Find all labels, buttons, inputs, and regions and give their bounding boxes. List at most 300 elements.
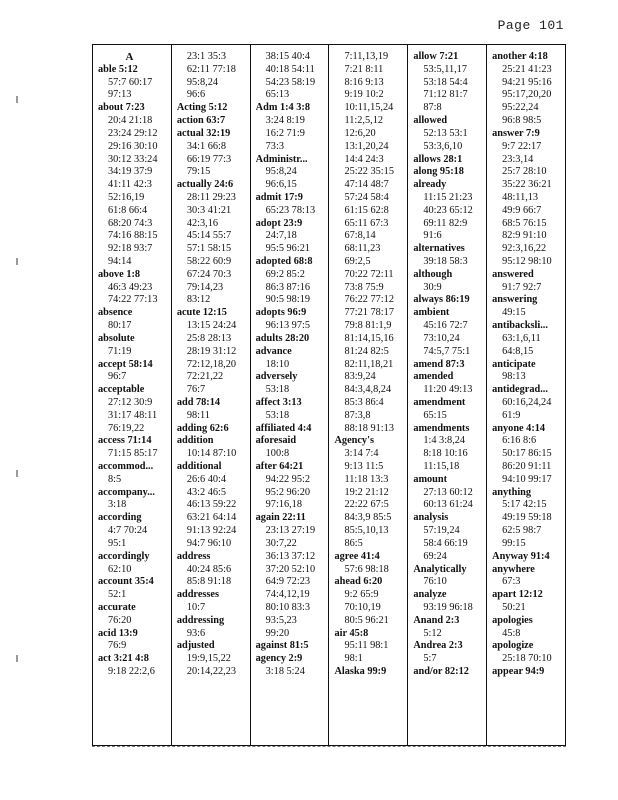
page-line-reference: 60:13 61:24 xyxy=(423,499,473,511)
index-term: amendment xyxy=(413,396,466,408)
index-term: addresses xyxy=(176,589,219,601)
page-line-reference: 63:1,6,11 xyxy=(502,332,541,344)
index-term: advance xyxy=(255,345,292,357)
index-term: ahead 6:20 xyxy=(334,576,383,588)
page-line-reference: 72:21,22 xyxy=(186,371,224,383)
page-line-reference: 57:1 58:15 xyxy=(186,243,232,255)
page-line-reference: 95:1 xyxy=(108,537,127,549)
page-line-reference: 39:18 58:3 xyxy=(423,256,468,267)
page-line-reference: 61:15 62:8 xyxy=(344,204,389,216)
page-line-reference: 47:14 48:7 xyxy=(344,179,389,191)
page-line-reference: 84:3,9 85:5 xyxy=(344,512,392,524)
page-line-reference: 25:8 28:13 xyxy=(186,332,232,344)
page-line-reference: 91:7 92:7 xyxy=(502,281,542,293)
page-line-reference: 13:1,20,24 xyxy=(344,140,389,152)
page-line-reference: 60:16,24,24 xyxy=(502,396,552,408)
page-line-reference: 3:24 8:19 xyxy=(265,115,305,127)
page-line-reference: 96:6 xyxy=(186,89,206,101)
index-term: analysis xyxy=(413,512,449,524)
page-line-reference: 28:11 29:23 xyxy=(186,191,236,203)
index-term: acid 13:9 xyxy=(98,627,138,639)
page-line-reference: 16:2 71:9 xyxy=(265,127,305,139)
index-term: adjusted xyxy=(176,640,215,652)
page-line-reference: 92:18 93:7 xyxy=(108,243,153,255)
margin-mark xyxy=(16,258,18,265)
index-column xyxy=(93,45,171,745)
page-line-reference: 11:2,5,12 xyxy=(344,115,384,127)
page-line-reference: 62:10 xyxy=(108,563,132,575)
page-line-reference: 81:24 82:5 xyxy=(344,345,389,357)
index-term: anything xyxy=(492,486,532,498)
page-line-reference: 40:18 54:11 xyxy=(265,63,315,75)
index-term: already xyxy=(413,179,447,191)
page-line-reference: 3:18 5:24 xyxy=(265,666,305,677)
page-line-reference: 83:9,24 xyxy=(344,371,376,383)
page-line-reference: 87:3,8 xyxy=(344,409,371,421)
page-line-reference: 61:9 xyxy=(502,409,521,421)
page-line-reference: 57:24 58:4 xyxy=(344,191,389,203)
page-line-reference: 91:13 92:24 xyxy=(186,525,237,537)
page-line-reference: 49:9 66:7 xyxy=(502,204,542,216)
index-term: actual 32:19 xyxy=(176,127,231,139)
page-line-reference: 23:1 35:3 xyxy=(186,51,227,62)
index-term: anticipate xyxy=(492,358,536,370)
page-line-reference: 58:22 60:9 xyxy=(186,256,232,267)
index-term: Analytically xyxy=(413,563,467,575)
page-line-reference: 30:3 41:21 xyxy=(186,204,232,216)
index-term: admit 17:9 xyxy=(255,191,303,203)
page-line-reference: 86:20 91:11 xyxy=(502,461,552,472)
page-line-reference: 8:18 10:16 xyxy=(423,448,468,460)
index-term: Anand 2:3 xyxy=(413,614,460,626)
index-column xyxy=(486,45,565,745)
page-line-reference: 43:2 46:5 xyxy=(186,486,227,498)
page-line-reference: 95:11 98:1 xyxy=(344,640,389,652)
page-line-reference: 94:10 99:17 xyxy=(502,473,552,485)
page-line-reference: 84:3,4,8,24 xyxy=(344,384,392,396)
index-term: according xyxy=(98,512,142,524)
page-line-reference: 68:20 74:3 xyxy=(108,217,153,229)
page-line-reference: 66:19 77:3 xyxy=(186,153,232,165)
page-line-reference: 98:11 xyxy=(186,409,210,421)
index-term: above 1:8 xyxy=(98,268,141,280)
page-line-reference: 5:12 xyxy=(423,627,442,639)
index-term: again 22:11 xyxy=(255,512,306,524)
index-term: address xyxy=(176,550,211,562)
index-term: aforesaid xyxy=(255,435,297,447)
index-column xyxy=(171,45,250,745)
index-term: and/or 82:12 xyxy=(413,666,469,677)
index-term: answered xyxy=(492,268,534,280)
page-line-reference: 50:21 xyxy=(502,601,526,613)
index-term: answer 7:9 xyxy=(492,127,540,139)
index-term: absolute xyxy=(98,332,135,344)
index-term: accordingly xyxy=(98,550,150,562)
index-term: amendments xyxy=(413,422,470,434)
page-line-reference: 54:23 58:19 xyxy=(265,76,316,88)
page-line-reference: 76:10 xyxy=(423,576,447,588)
page-line-reference: 69:2 85:2 xyxy=(265,268,305,280)
page-line-reference: 85:5,10,13 xyxy=(344,525,389,537)
page-line-reference: 72:12,18,20 xyxy=(186,358,237,370)
page-line-reference: 95:8,24 xyxy=(265,166,297,178)
page-line-reference: 65:13 xyxy=(265,89,290,101)
page-line-reference: 19:9,15,22 xyxy=(186,653,231,665)
index-term: agency 2:9 xyxy=(255,653,303,665)
margin-mark xyxy=(16,470,18,477)
page-line-reference: 71:15 85:17 xyxy=(108,448,158,460)
page-line-reference: 35:22 36:21 xyxy=(502,179,552,191)
page-line-reference: 57:19,24 xyxy=(423,525,460,537)
page-line-reference: 92:3,16,22 xyxy=(502,243,547,255)
index-term: act 3:21 4:8 xyxy=(98,653,149,665)
index-column xyxy=(407,45,486,745)
page-line-reference: 13:15 24:24 xyxy=(186,320,237,332)
page-line-reference: 7:21 8:11 xyxy=(344,63,384,75)
page-line-reference: 76:20 xyxy=(108,614,132,626)
page-line-reference: 9:13 11:5 xyxy=(344,461,384,472)
page-number: Page 101 xyxy=(497,18,564,33)
page-line-reference: 27:12 30:9 xyxy=(108,396,153,408)
page-line-reference: 70:22 72:11 xyxy=(344,268,394,280)
page-line-reference: 41:11 42:3 xyxy=(108,179,152,191)
page-line-reference: 36:13 37:12 xyxy=(265,550,316,562)
page-line-reference: 90:5 98:19 xyxy=(265,294,310,306)
page-line-reference: 69:11 82:9 xyxy=(423,217,468,229)
page-line-reference: 57:7 60:17 xyxy=(108,76,153,88)
index-term: account 35:4 xyxy=(98,576,154,588)
page-line-reference: 48:11,13 xyxy=(502,191,539,203)
page-line-reference: 74:16 88:15 xyxy=(108,230,158,242)
index-term: accept 58:14 xyxy=(98,358,153,370)
page-line-reference: 45:16 72:7 xyxy=(423,320,468,332)
page-line-reference: 64:8,15 xyxy=(502,345,534,357)
page-line-reference: 10:7 xyxy=(186,601,206,613)
page-line-reference: 67:8,14 xyxy=(344,230,376,242)
index-term: allows 28:1 xyxy=(413,153,463,165)
page-line-reference: 95:8,24 xyxy=(186,76,219,88)
page-line-reference: 79:14,23 xyxy=(186,281,224,293)
page-line-reference: 7:11,13,19 xyxy=(344,51,389,62)
page-line-reference: 100:8 xyxy=(265,448,290,460)
index-term: apologize xyxy=(492,640,534,652)
index-term: Alaska 99:9 xyxy=(334,666,387,677)
index-term: adopts 96:9 xyxy=(255,307,307,319)
page-line-reference: 22:22 67:5 xyxy=(344,499,389,511)
page-line-reference: 95:17,20,20 xyxy=(502,89,552,101)
page-line-reference: 95:2 96:20 xyxy=(265,486,310,498)
page-line-reference: 95:5 96:21 xyxy=(265,243,310,255)
page-line-reference: 81:14,15,16 xyxy=(344,332,394,344)
page-line-reference: 49:15 xyxy=(502,307,526,319)
page-line-reference: 30:12 33:24 xyxy=(108,153,158,165)
index-term: apologies xyxy=(492,614,533,626)
page-line-reference: 73:8 75:9 xyxy=(344,281,384,293)
page-line-reference: 18:10 xyxy=(265,358,290,370)
index-term: amended xyxy=(413,371,454,383)
page-line-reference: 9:19 10:2 xyxy=(344,89,384,101)
page-line-reference: 26:6 40:4 xyxy=(186,473,227,485)
index-term: about 7:23 xyxy=(98,102,145,114)
page-line-reference: 85:8 91:18 xyxy=(186,576,232,588)
page-line-reference: 95:12 98:10 xyxy=(502,256,552,267)
page-line-reference: 31:17 48:11 xyxy=(108,409,158,421)
page-line-reference: 10:11,15,24 xyxy=(344,102,394,114)
page-line-reference: 99:20 xyxy=(265,627,290,639)
page-line-reference: 79:8 81:1,9 xyxy=(344,320,392,332)
page-line-reference: 40:23 65:12 xyxy=(423,204,473,216)
index-term: amend 87:3 xyxy=(413,358,465,370)
page-line-reference: 97:16,18 xyxy=(265,499,302,511)
page-line-reference: 95:22,24 xyxy=(502,102,539,114)
index-term: although xyxy=(413,268,453,280)
page-line-reference: 97:13 xyxy=(108,89,132,101)
page-line-reference: 45:14 55:7 xyxy=(186,230,232,242)
page-line-reference: 53:3,6,10 xyxy=(423,140,463,152)
index-column xyxy=(250,45,329,745)
page-line-reference: 67:3 xyxy=(502,576,521,588)
page-line-reference: 25:7 28:10 xyxy=(502,166,547,178)
page-line-reference: 49:19 59:18 xyxy=(502,512,552,524)
index-term: alternatives xyxy=(413,243,465,255)
page-line-reference: 6:16 8:6 xyxy=(502,435,537,447)
index-term: Andrea 2:3 xyxy=(413,640,463,652)
page-line-reference: 40:24 85:6 xyxy=(186,563,232,575)
page-line-reference: 53:18 xyxy=(265,409,290,421)
index-term: Administr... xyxy=(255,153,308,165)
index-term: anywhere xyxy=(492,563,535,575)
page-line-reference: 23:13 27:19 xyxy=(265,525,316,537)
page-line-reference: 96:6,15 xyxy=(265,179,297,191)
page-line-reference: 79:15 xyxy=(186,166,211,178)
page-line-reference: 94:7 96:10 xyxy=(186,537,232,549)
page-line-reference: 46:13 59:22 xyxy=(186,499,237,511)
page-line-reference: 14:4 24:3 xyxy=(344,153,384,165)
page-line-reference: 73:10,24 xyxy=(423,332,460,344)
page-line-reference: 53:18 54:4 xyxy=(423,76,468,88)
page-line-reference: 53:18 xyxy=(265,384,290,396)
page-line-reference: 74:22 77:13 xyxy=(108,294,158,306)
page-line-reference: 10:14 87:10 xyxy=(186,448,237,460)
page-line-reference: 68:11,23 xyxy=(344,243,381,255)
page-line-reference: 52:1 xyxy=(108,589,127,601)
page-line-reference: 65:15 xyxy=(423,409,447,421)
page-line-reference: 3:14 7:4 xyxy=(344,448,379,460)
page-line-reference: 23:24 29:12 xyxy=(108,127,158,139)
index-term: absence xyxy=(98,307,133,319)
page-line-reference: 53:5,11,17 xyxy=(423,63,467,75)
index-term: adopted 68:8 xyxy=(255,256,313,267)
page-line-reference: 86:3 87:16 xyxy=(265,281,310,293)
page-line-reference: 71:19 xyxy=(108,345,132,357)
page-line-reference: 76:9 xyxy=(108,640,127,652)
page-line-reference: 74:5,7 75:1 xyxy=(423,345,471,357)
index-term: always 86:19 xyxy=(413,294,470,306)
margin-mark xyxy=(16,655,18,662)
index-term: Adm 1:4 3:8 xyxy=(255,102,310,114)
page-line-reference: 88:18 91:13 xyxy=(344,422,394,434)
page-line-reference: 64:9 72:23 xyxy=(265,576,310,588)
index-term: amount xyxy=(413,473,448,485)
page-line-reference: 27:13 60:12 xyxy=(423,486,473,498)
page-line-reference: 20:14,22,23 xyxy=(186,666,237,677)
page-line-reference: 62:11 77:18 xyxy=(186,63,236,75)
index-term: after 64:21 xyxy=(255,461,304,472)
page-line-reference: 29:16 30:10 xyxy=(108,140,158,152)
page-line-reference: 28:19 31:12 xyxy=(186,345,237,357)
page-line-reference: 63:21 64:14 xyxy=(186,512,237,524)
page-line-reference: 50:17 86:15 xyxy=(502,448,552,460)
page-line-reference: 94:21 95:16 xyxy=(502,76,552,88)
page-line-reference: 20:4 21:18 xyxy=(108,115,153,127)
page-line-reference: 8:16 9:13 xyxy=(344,76,384,88)
index-term: against 81:5 xyxy=(255,640,309,652)
index-term: addition xyxy=(176,435,214,447)
page-line-reference: 38:15 40:4 xyxy=(265,51,310,62)
page-line-reference: 42:3,16 xyxy=(186,217,219,229)
page-line-reference: 70:10,19 xyxy=(344,601,381,613)
index-term: action 63:7 xyxy=(176,115,226,127)
index-term: ambient xyxy=(413,307,450,319)
page-line-reference: 80:5 96:21 xyxy=(344,614,389,626)
section-letter: A xyxy=(125,51,134,63)
page-line-reference: 82:11,18,21 xyxy=(344,358,394,370)
index-term: adding 62:6 xyxy=(176,422,229,434)
page-line-reference: 74:4,12,19 xyxy=(265,589,310,601)
index-term: adults 28:20 xyxy=(255,332,310,344)
page-line-reference: 34:19 37:9 xyxy=(108,166,153,178)
index-term: accurate xyxy=(98,601,136,613)
page-line-reference: 71:12 81:7 xyxy=(423,89,468,101)
page-line-reference: 91:6 xyxy=(423,230,442,242)
index-term: anyone 4:14 xyxy=(492,422,546,434)
page-line-reference: 67:24 70:3 xyxy=(186,268,232,280)
page-line-reference: 87:8 xyxy=(423,102,442,114)
page-line-reference: 1:4 3:8,24 xyxy=(423,435,466,447)
page-line-reference: 12:6,20 xyxy=(344,127,376,139)
page-line-reference: 80:17 xyxy=(108,320,132,332)
index-term: agree 41:4 xyxy=(334,550,380,562)
page-line-reference: 3:18 xyxy=(108,499,127,511)
page-line-reference: 11:15 21:23 xyxy=(423,191,473,203)
index-column xyxy=(328,45,407,745)
page-line-reference: 99:15 xyxy=(502,537,526,549)
page-line-reference: 83:12 xyxy=(186,294,211,306)
index-term: antidegrad... xyxy=(492,384,548,396)
index-term: another 4:18 xyxy=(492,51,548,62)
index-term: acute 12:15 xyxy=(176,307,227,319)
index-term: Agency's xyxy=(334,435,374,447)
page-line-reference: 11:15,18 xyxy=(423,461,460,472)
page-line-reference: 45:8 xyxy=(502,627,521,639)
page-line-reference: 77:21 78:17 xyxy=(344,307,394,319)
page-line-reference: 57:6 98:18 xyxy=(344,563,389,575)
page-line-reference: 58:4 66:19 xyxy=(423,537,468,549)
page-line-reference: 73:3 xyxy=(265,140,284,152)
page-line-reference: 25:22 35:15 xyxy=(344,166,394,178)
page-line-reference: 65:11 67:3 xyxy=(344,217,389,229)
page-line-reference: 80:10 83:3 xyxy=(265,601,310,613)
page-line-reference: 98:1 xyxy=(344,653,363,665)
page-line-reference: 8:5 xyxy=(108,473,122,485)
page-line-reference: 5:17 42:15 xyxy=(502,499,547,511)
page-line-reference: 76:7 xyxy=(186,384,206,396)
page-line-reference: 25:21 41:23 xyxy=(502,63,552,75)
page-line-reference: 52:16,19 xyxy=(108,191,145,203)
page-line-reference: 30:7,22 xyxy=(265,537,297,549)
index-term: affiliated 4:4 xyxy=(255,422,312,434)
index-term: appear 94:9 xyxy=(492,666,545,677)
bottom-rule xyxy=(92,746,566,747)
page-line-reference: 11:20 49:13 xyxy=(423,384,473,396)
index-term: access 71:14 xyxy=(98,435,152,447)
page-line-reference: 52:13 53:1 xyxy=(423,127,468,139)
page-line-reference: 93:6 xyxy=(186,627,206,639)
margin-mark xyxy=(16,96,18,103)
page-line-reference: 85:3 86:4 xyxy=(344,396,384,408)
index-term: adversely xyxy=(255,371,298,383)
index-term: acceptable xyxy=(98,384,145,396)
page-line-reference: 30:9 xyxy=(423,281,442,293)
index-term: additional xyxy=(176,461,222,472)
page-line-reference: 9:7 22:17 xyxy=(502,140,542,152)
index-term: air 45:8 xyxy=(334,627,369,639)
index-term: Acting 5:12 xyxy=(176,102,228,114)
index-term: apart 12:12 xyxy=(492,589,543,601)
page-line-reference: 86:5 xyxy=(344,537,363,549)
index-term: analyze xyxy=(413,589,447,601)
page-line-reference: 76:22 77:12 xyxy=(344,294,394,306)
page-line-reference: 69:2,5 xyxy=(344,256,371,267)
index-term: add 78:14 xyxy=(176,396,221,408)
page-line-reference: 9:18 22:2,6 xyxy=(108,666,155,677)
page-line-reference: 94:14 xyxy=(108,256,132,267)
page-line-reference: 96:8 98:5 xyxy=(502,115,542,127)
index-term: affect 3:13 xyxy=(255,396,302,408)
index-term: adopt 23:9 xyxy=(255,217,303,229)
page-line-reference: 37:20 52:10 xyxy=(265,563,316,575)
index-term: along 95:18 xyxy=(413,166,464,178)
index-term: able 5:12 xyxy=(98,63,138,75)
index-term: addressing xyxy=(176,614,225,626)
page-line-reference: 96:13 97:5 xyxy=(265,320,310,332)
page-line-reference: 93:5,23 xyxy=(265,614,297,626)
page-line-reference: 68:5 76:15 xyxy=(502,217,547,229)
index-term: antibacksli... xyxy=(492,320,548,332)
page-line-reference: 93:19 96:18 xyxy=(423,601,473,613)
page-line-reference: 76:19,22 xyxy=(108,422,145,434)
page-line-reference: 65:23 78:13 xyxy=(265,204,316,216)
word-index-table xyxy=(92,44,566,746)
page-line-reference: 5:7 xyxy=(423,653,437,665)
page-line-reference: 62:5 98:7 xyxy=(502,525,542,537)
page-line-reference: 94:22 95:2 xyxy=(265,473,310,485)
page-line-reference: 19:2 21:12 xyxy=(344,486,389,498)
page-line-reference: 4:7 70:24 xyxy=(108,525,148,537)
page-line-reference: 24:7,18 xyxy=(265,230,297,242)
page-line-reference: 69:24 xyxy=(423,550,447,562)
page-line-reference: 98:13 xyxy=(502,371,526,383)
page-line-reference: 82:9 91:10 xyxy=(502,230,547,242)
index-term: accommod... xyxy=(98,461,154,472)
page-line-reference: 61:8 66:4 xyxy=(108,204,148,216)
page-line-reference: 23:3,14 xyxy=(502,153,534,165)
page-line-reference: 34:1 66:8 xyxy=(186,140,227,152)
index-term: allow 7:21 xyxy=(413,51,459,62)
page-line-reference: 9:2 65:9 xyxy=(344,589,379,601)
index-term: Anyway 91:4 xyxy=(492,550,550,562)
page-line-reference: 25:18 70:10 xyxy=(502,653,552,665)
